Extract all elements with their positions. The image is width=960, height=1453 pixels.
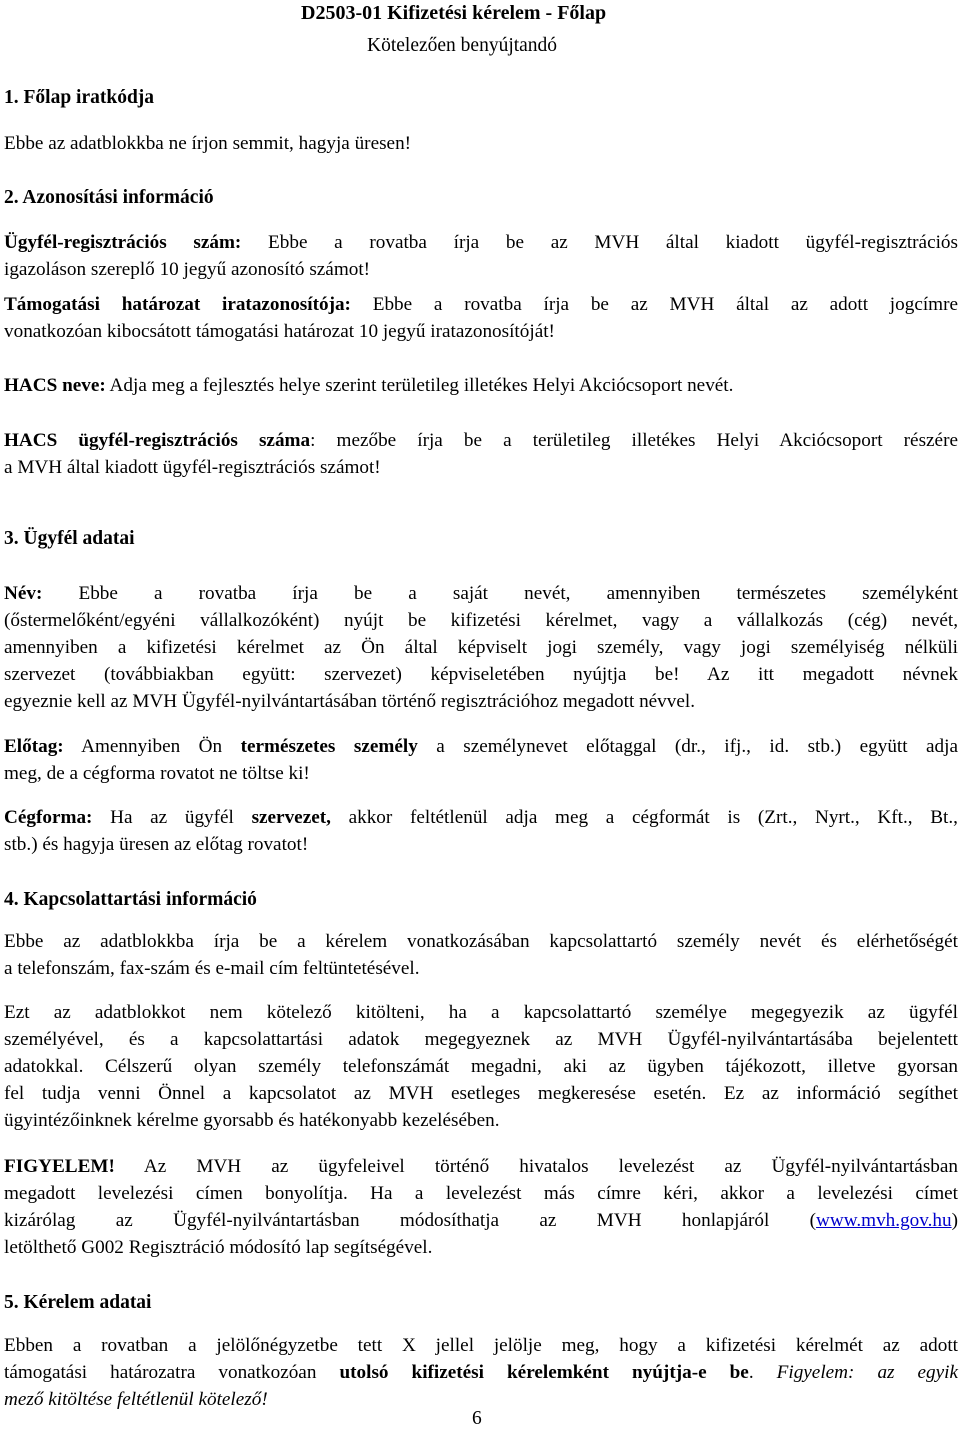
support-decision-id-label: Támogatási határozat iratazonosítója: — [4, 294, 351, 315]
application-data-paragraph: Ebben a rovatban a jelölőnégyzetbe tett X jellel jelölje meg, hogy a kifizetési kérelmét az adott támogatási határozatra vonatkozóan utolsó kifizetési kérelemként nyújtja-e be. Figyelem: az egyik mező kitöltése feltétlenül kötelező! — [4, 1335, 958, 1410]
client-reg-number-paragraph: Ügyfél-regisztrációs szám: Ebbe a rovatba írja be az MVH által kiadott ügyfél-regisztrációs igazoláson szereplő 10 jegyű azonosító számot! — [4, 232, 958, 280]
company-form-label: Cégforma: — [4, 807, 93, 828]
page-number: 6 — [472, 1408, 482, 1429]
name-label: Név: — [4, 583, 43, 604]
attention-paragraph: FIGYELEM! Az MVH az ügyfeleivel történő hivatalos levelezést az Ügyfél-nyilvántartásban megadott levelezési címen bonyolítja. Ha a levelezést más címre kéri, akkor a levelezési címet kizárólag az Ügyfél-nyilvántartásban módosíthatja az MVH honlapjáról (www.mvh.gov.hu) letölthető G002 Regisztráció módosító lap segítségével. — [4, 1156, 958, 1258]
section-1-text: Ebbe az adatblokkba ne írjon semmit, hagyja üresen! — [4, 133, 412, 154]
section-2-heading: 2. Azonosítási információ — [4, 187, 214, 208]
section-4-heading: 4. Kapcsolattartási információ — [4, 889, 257, 910]
client-reg-number-label: Ügyfél-regisztrációs szám: — [4, 232, 242, 253]
form-subtitle: Kötelezően benyújtandó — [367, 35, 558, 56]
hacs-name-paragraph: HACS neve: Adja meg a fejlesztés helye szerint területileg illetékes Helyi Akciócsoport nevét. — [4, 375, 734, 396]
name-paragraph: Név: Ebbe a rovatba írja be a saját nevét, amennyiben természetes személyként (őstermelőként/egyéni vállalkozóként) nyújt be kifizetési kérelmet, vagy a vállalkozás (cég) nevét, amennyiben a kifizetési kérelmet az Ön által képviselt jogi személy, vagy jogi személyiség nélküli szervezet (továbbiakban együtt: szervezet) képviseletében nyújtja be! Az itt megadott névnek egyeznie kell az MVH Ügyfél-nyilvántartásában történő regisztrációhoz megadott névvel. — [4, 583, 958, 712]
prefix-paragraph: Előtag: Amennyiben Ön természetes személy a személynevet előtaggal (dr., ifj., id. stb.) együtt adja meg, de a cégforma rovatot ne töltse ki! — [4, 736, 958, 784]
hacs-name-label: HACS neve: — [4, 375, 106, 396]
prefix-label: Előtag: — [4, 736, 64, 757]
support-decision-id-paragraph: Támogatási határozat iratazonosítója: Ebbe a rovatba írja be az MVH által az adott jogcímre vonatkozóan kibocsátott támogatási határozat 10 jegyű iratazonosítóját! — [4, 294, 958, 342]
section-5-heading: 5. Kérelem adatai — [4, 1292, 152, 1313]
hacs-reg-number-paragraph: HACS ügyfél-regisztrációs száma: mezőbe írja be a területileg illetékes Helyi Akciócsoport részére a MVH által kiadott ügyfél-regisztrációs számot! — [4, 430, 958, 478]
contact-optional-paragraph: Ezt az adatblokkot nem kötelező kitölteni, ha a kapcsolattartó személye megegyezik az ügyfél személyével, és a kapcsolattartási adatok megegyeznek az MVH Ügyfél-nyilvántartásába bejelentett adatokkal. Célszerű olyan személy telefonszámát megadni, aki az ügyben tájékozott, illetve gyorsan fel tudja venni Önnel a kapcsolatot az MVH esetleges megkeresése esetén. Ez az információ segíthet ügyintézőinknek kérelme gyorsabb és hatékonyabb kezelésében. — [4, 1002, 958, 1131]
contact-intro-paragraph: Ebbe az adatblokkba írja be a kérelem vonatkozásában kapcsolattartó személy nevét és elérhetőségét a telefonszám, fax-szám és e-mail cím feltüntetésével. — [4, 931, 958, 979]
section-3-heading: 3. Ügyfél adatai — [4, 528, 135, 549]
hacs-reg-number-label: HACS ügyfél-regisztrációs száma — [4, 430, 311, 451]
company-form-paragraph: Cégforma: Ha az ügyfél szervezet, akkor feltétlenül adja meg a cégformát is (Zrt., Nyrt., Kft., Bt., stb.) és hagyja üresen az előtag rovatot! — [4, 807, 958, 855]
mvh-website-link[interactable]: www.mvh.gov.hu — [816, 1210, 952, 1231]
section-1-heading: 1. Főlap iratkódja — [4, 87, 155, 108]
attention-label: FIGYELEM! — [4, 1156, 115, 1177]
form-title: D2503-01 Kifizetési kérelem - Főlap — [301, 2, 607, 24]
